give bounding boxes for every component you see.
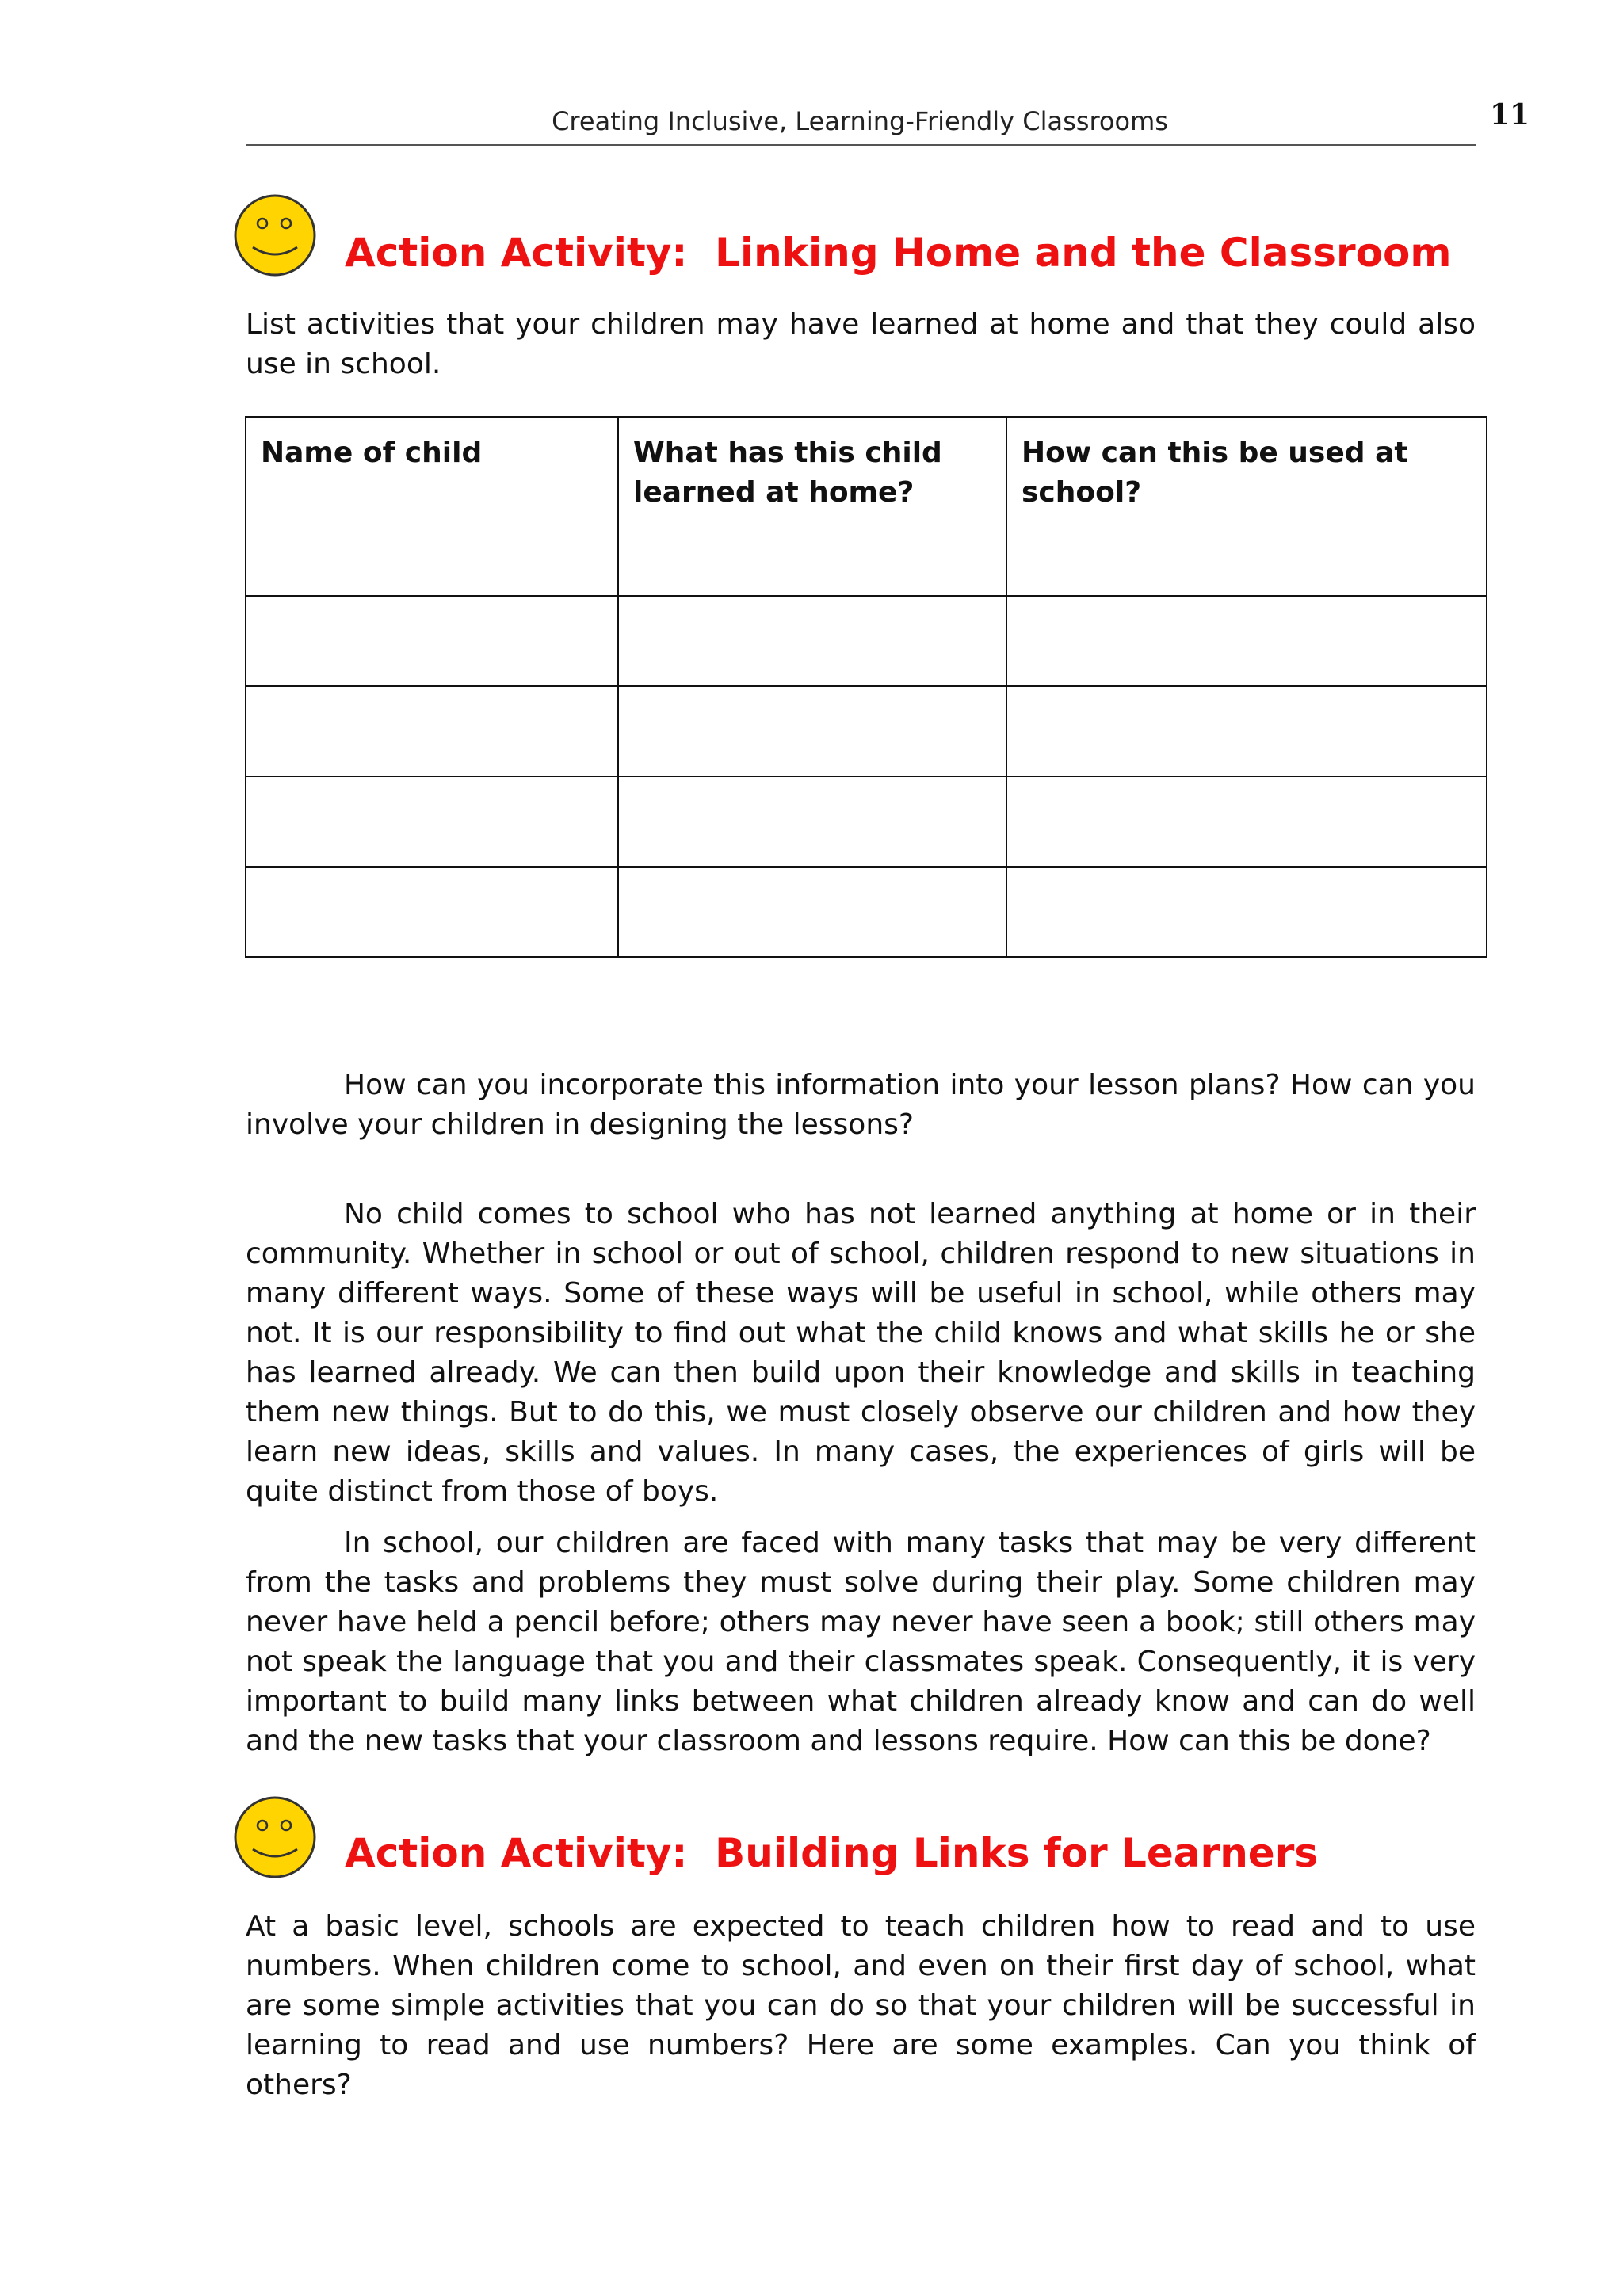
running-header-title: Creating Inclusive, Learning-Friendly Classrooms — [552, 106, 1168, 136]
body-paragraph-in-school: In school, our children are faced with many tasks that may be very different from the tasks and problems they must solve during their play. Some children may never have held a pencil before; others may never have seen a book; still others may not speak the language that you and their classmates speak. Consequently, it is very important to build many links between what children already know and can do well and the new tasks that your classroom and lessons require. How can this be done? — [246, 1527, 1476, 1757]
blank-cell[interactable] — [1006, 596, 1487, 686]
blank-cell[interactable] — [246, 596, 618, 686]
page-number: 11 — [1490, 98, 1530, 132]
column-header-used-at-school: How can this be used at school? — [1006, 417, 1487, 596]
blank-cell[interactable] — [1006, 776, 1487, 867]
column-header-name-of-child: Name of child — [246, 417, 618, 596]
blank-cell[interactable] — [246, 867, 618, 957]
blank-cell[interactable] — [1006, 686, 1487, 776]
blank-cell[interactable] — [246, 776, 618, 867]
worksheet-table — [245, 416, 1487, 958]
smiley-face-icon — [232, 1795, 318, 1879]
blank-cell[interactable] — [618, 686, 1006, 776]
column-header-learned-at-home: What has this child learned at home? — [618, 417, 1006, 596]
table-row — [246, 776, 1487, 867]
table-header-row — [246, 417, 1487, 596]
blank-cell[interactable] — [246, 686, 618, 776]
activity-title-building-links: Action Activity: Building Links for Learners — [345, 1830, 1319, 1876]
blank-cell[interactable] — [1006, 867, 1487, 957]
table-row — [246, 596, 1487, 686]
blank-cell[interactable] — [618, 776, 1006, 867]
body-paragraph-lesson-plans: How can you incorporate this information into your lesson plans? How can you involve your children in designing the lessons? — [246, 1069, 1476, 1141]
body-paragraph-no-child: No child comes to school who has not learned anything at home or in their community. Whether in school or out of school, children respond to new situations in many different ways. Some of these ways will be useful in school, while others may not. It is our responsibility to find out what the child knows and what skills he or she has learned already. We can then build upon their knowledge and skills in teaching them new things. But to do this, we must closely observe our children and how they learn new ideas, skills and values. In many cases, the experiences of girls will be quite distinct from those of boys. — [246, 1198, 1476, 1508]
header-divider — [246, 144, 1476, 146]
activity-instructions: List activities that your children may have learned at home and that they could also use in school. — [246, 308, 1476, 380]
table-row — [246, 867, 1487, 957]
smiley-face-icon — [232, 193, 318, 277]
activity-title-linking-home: Action Activity: Linking Home and the Classroom — [345, 230, 1452, 276]
activity-instructions-building-links: At a basic level, schools are expected to teach children how to read and to use numbers. When children come to school, and even on their first day of school, what are some simple activities that you can do so that your children will be successful in learning to read and use numbers? Here are some examples. Can you think of others? — [246, 1910, 1476, 2101]
blank-cell[interactable] — [618, 596, 1006, 686]
blank-cell[interactable] — [618, 867, 1006, 957]
table-row — [246, 686, 1487, 776]
